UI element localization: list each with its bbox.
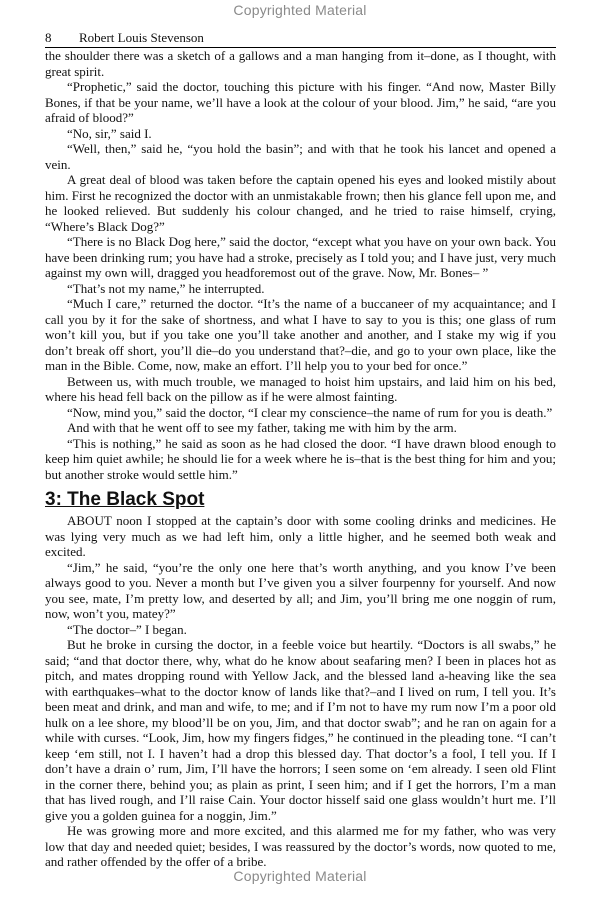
paragraph: ABOUT noon I stopped at the captain’s door with some cooling drinks and medicines. He was lying very much as we had left him, only a little higher, and he seemed both weak and excited. (45, 513, 556, 559)
paragraph: “Jim,” he said, “you’re the only one here that’s worth anything, and you know I’ve been always good to you. Never a month but I’ve given you a silver fourpenny for yourself. And now you see, mate, I’m pretty low, and deserted by all; and Jim, you’ll bring me one noggin of rum, now, won’t you, matey?” (45, 559, 556, 621)
paragraph: “Much I care,” returned the doctor. “It’s the name of a buccaneer of my acquaintance; and I call you by it for the sake of shortness, and what I have to say to you is this; one glass of rum won’t kill you, but if you take one you’ll take another and another, and I stake my wig if you don’t break off short, you’ll die–do you understand that?–die, and go to your own place, like the man in the Bible. Come, now, make an effort. I’ll help you to your bed for once.” (45, 296, 556, 373)
paragraph: “No, sir,” said I. (67, 125, 152, 141)
paragraph: “Now, mind you,” said the doctor, “I clear my conscience–the name of rum for you is death.” (67, 404, 553, 420)
paragraph: the shoulder there was a sketch of a gallows and a man hanging from it–done, as I thought, with great spirit. (45, 48, 556, 79)
copyright-watermark-bottom: Copyrighted Material (233, 868, 367, 884)
running-header (45, 30, 556, 48)
chapter-heading (45, 489, 556, 511)
author-name: Robert Louis Stevenson (79, 30, 204, 45)
paragraph: “This is nothing,” he said as soon as he had closed the door. “I have drawn blood enough to keep him quiet awhile; he should lie for a week where he is–that is the best thing for him and you; but another stroke would settle him.” (45, 435, 556, 482)
paragraph: “The doctor–” I began. (67, 621, 187, 637)
paragraph: “That’s not my name,” he interrupted. (67, 280, 265, 296)
paragraph: And with that he went off to see my father, taking me with him by the arm. (67, 420, 457, 435)
paragraph: “Well, then,” said he, “you hold the basin”; and with that he took his lancet and opened a vein. (45, 141, 556, 172)
chapter-title: 3: The Black Spot (45, 489, 205, 510)
copyright-watermark-top: Copyrighted Material (233, 2, 367, 18)
page-number: 8 (45, 30, 52, 45)
paragraph: “There is no Black Dog here,” said the doctor, “except what you have on your own back. You have been drinking rum; you have had a stroke, precisely as I told you; and I have just, very much against my own will, dragged you headforemost out of the grave. Now, Mr. Bones– ” (45, 234, 556, 280)
paragraph: But he broke in cursing the doctor, in a feeble voice but heartily. “Doctors is all swabs,” he said; “and that doctor there, why, what do he know about seafaring men? I been in places hot as pitch, and mates dropping round with Yellow Jack, and the blessed land a-heaving like the sea with earthquakes–what to the doctor know of lands like that?–and I lived on rum, I tell you. It’s been meat and drink, and man and wife, to me; and if I’m not to have my rum now I’m a poor old hulk on a lee shore, my blood’ll be on you, Jim, and that doctor swab”; and he ran on again for a while with curses. “Look, Jim, how my fingers fidges,” he continued in the pleading tone. “I can’t keep ‘em still, not I. I haven’t had a drop this blessed day. That doctor’s a fool, I tell you. If I don’t have a drain o’ rum, Jim, I’ll have the horrors; I seen some on ‘em already. I seen old Flint in the corner there, behind you; as plain as print, I seen him; and if I get the horrors, I’m a man that has lived rough, and I’ll raise Cain. Your doctor hisself said one glass wouldn’t hurt me. I’ll give you a golden guinea for a noggin, Jim.” (45, 637, 556, 823)
paragraph: “Prophetic,” said the doctor, touching this picture with his finger. “And now, Master Billy Bones, if that be your name, we’ll have a look at the colour of your blood. Jim,” he said, “are you afraid of blood?” (45, 79, 556, 125)
paragraph: A great deal of blood was taken before the captain opened his eyes and looked mistily about him. First he recognized the doctor with an unmistakable frown; then his glance fell upon me, and he looked relieved. But suddenly his colour changed, and he tried to raise himself, crying, “Where’s Black Dog?” (45, 172, 556, 234)
page-body (45, 48, 556, 870)
paragraph: He was growing more and more excited, and this alarmed me for my father, who was very low that day and needed quiet; besides, I was reassured by the doctor’s words, now quoted to me, and rather offended by the offer of a bribe. (45, 823, 556, 869)
paragraph: Between us, with much trouble, we managed to hoist him upstairs, and laid him on his bed, where his head fell back on the pillow as if he were almost fainting. (45, 373, 556, 404)
